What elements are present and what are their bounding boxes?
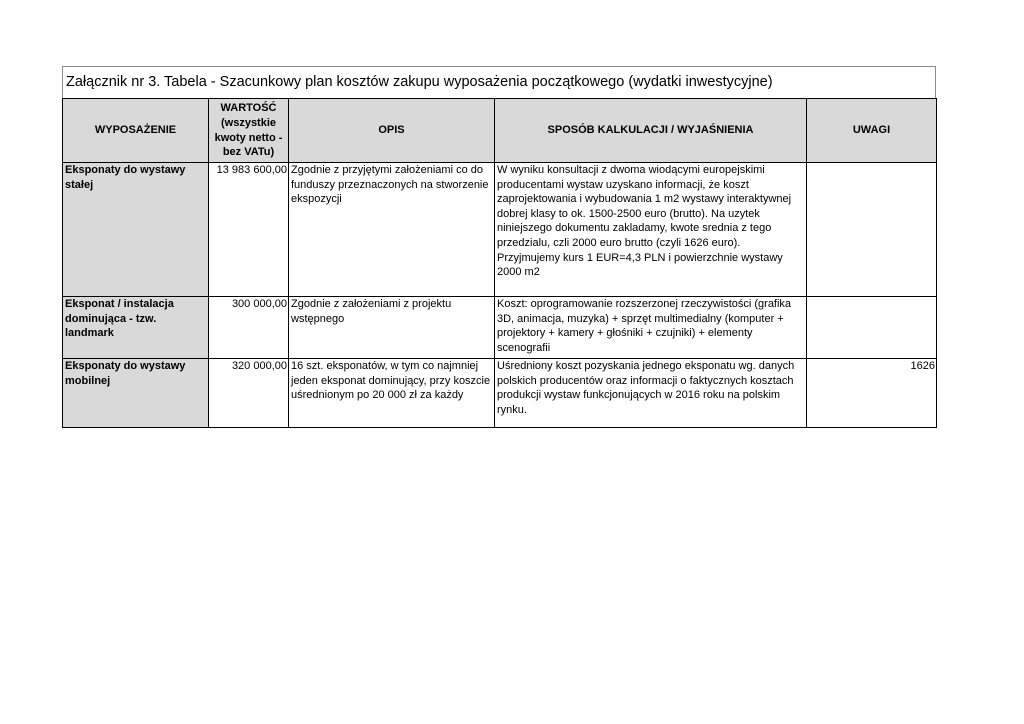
cell-wyposazenie: Eksponat / instalacja dominująca - tzw. landmark	[63, 297, 209, 359]
header-wartosc: WARTOŚĆ (wszystkie kwoty netto - bez VATu)	[209, 99, 289, 163]
cell-sposob-kalkulacji: W wyniku konsultacji z dwoma wiodącymi europejskimi producentami wystaw uzyskano informacji, że koszt zaprojektowania i wybudowania 1 m2 wystawy interaktywnej dobrej klasy to ok. 1500-2500 euro (brutto). Na uzytek niniejszego dokumentu zakladamy, kwote srednia z tego przedzialu, czli 2000 euro brutto (czyli 1626 euro). Przyjmujemy kurs 1 EUR=4,3 PLN i powierzchnie wystawy 2000 m2	[495, 163, 807, 297]
cell-wartosc: 300 000,00	[209, 297, 289, 359]
header-opis: OPIS	[289, 99, 495, 163]
table-row	[63, 359, 937, 428]
cell-opis: Zgodnie z przyjętymi założeniami co do funduszy przeznaczonych na stworzenie ekspozycji	[289, 163, 495, 297]
cell-wartosc: 13 983 600,00	[209, 163, 289, 297]
cell-sposob-kalkulacji: Koszt: oprogramowanie rozszerzonej rzeczywistości (grafika 3D, animacja, muzyka) + sprzęt multimedialny (komputer + projektory + kamery + głośniki + czujniki) + elementy scenografii	[495, 297, 807, 359]
cell-uwagi	[807, 163, 937, 297]
cost-table	[62, 98, 937, 428]
header-wyposazenie: WYPOSAŻENIE	[63, 99, 209, 163]
cell-wyposazenie: Eksponaty do wystawy stałej	[63, 163, 209, 297]
cell-sposob-kalkulacji: Uśredniony koszt pozyskania jednego eksponatu wg. danych polskich producentów oraz informacji o faktycznych kosztach produkcji wystaw funkcjonujących w 2016 roku na polskim rynku.	[495, 359, 807, 428]
cell-wyposazenie: Eksponaty do wystawy mobilnej	[63, 359, 209, 428]
table-row	[63, 297, 937, 359]
header-row	[63, 99, 937, 163]
table-row	[63, 163, 937, 297]
cost-plan-sheet	[62, 66, 936, 428]
cell-uwagi: 1626	[807, 359, 937, 428]
table-title: Załącznik nr 3. Tabela - Szacunkowy plan kosztów zakupu wyposażenia początkowego (wydatki inwestycyjne)	[62, 66, 936, 98]
cell-opis: Zgodnie z założeniami z projektu wstępnego	[289, 297, 495, 359]
header-sposob-kalkulacji: SPOSÓB KALKULACJI / WYJAŚNIENIA	[495, 99, 807, 163]
cell-uwagi	[807, 297, 937, 359]
cell-opis: 16 szt. eksponatów, w tym co najmniej jeden eksponat dominujący, przy koszcie uśrednionym po 20 000 zł za każdy	[289, 359, 495, 428]
cell-wartosc: 320 000,00	[209, 359, 289, 428]
header-uwagi: UWAGI	[807, 99, 937, 163]
